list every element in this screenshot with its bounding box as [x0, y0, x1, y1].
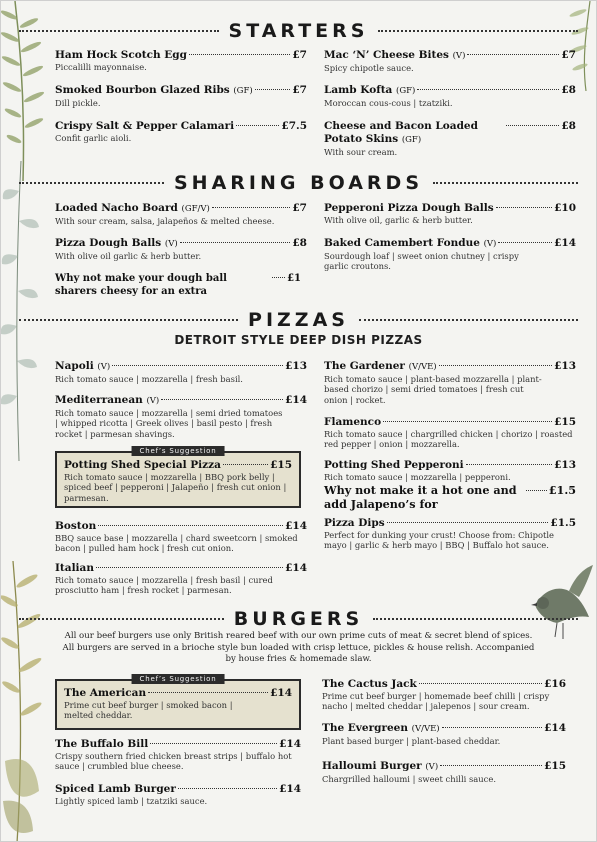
item-price: £7 [292, 84, 307, 96]
item-name: Loaded Nacho Board [55, 202, 178, 214]
menu-item-flamenco [324, 416, 576, 450]
menu-item-halloumi-burger [322, 760, 566, 784]
item-name: The Gardener [324, 360, 405, 372]
menu-item-pepperoni-dough-balls [324, 202, 576, 225]
menu-item-potato-skins [324, 120, 576, 157]
dietary-tag: (GF/V) [181, 204, 210, 214]
item-description: Rich tomato sauce | chargrilled chicken | chorizo | roasted red pepper | onion | mozzarella. [324, 429, 573, 450]
dietary-tag: (V/VE) [411, 724, 440, 734]
dietary-tag: (GF) [396, 86, 416, 96]
item-price: £14 [270, 687, 292, 699]
item-name: Why not make it a hot one and add Jalapeno’s for [324, 483, 517, 511]
menu-item-pizza-dough-balls [55, 237, 307, 261]
item-name: Pizza Dough Balls [55, 237, 162, 249]
item-name: Ham Hock Scotch Egg [55, 49, 187, 61]
item-price: £13 [554, 360, 576, 372]
item-description: BBQ sauce base | mozzarella | chard sweetcorn | smoked bacon | pulled ham hock | fresh cut onion. [55, 533, 298, 554]
item-price: £15 [554, 416, 576, 428]
item-description: Confit garlic aioli. [55, 133, 132, 143]
item-price: £14 [279, 738, 301, 750]
item-description: Sourdough loaf | sweet onion chutney | crispy garlic croutons. [324, 251, 519, 272]
item-name: The Cactus Jack [322, 678, 417, 690]
menu-item-mac-cheese-bites [324, 49, 576, 73]
item-price: £1 [287, 273, 301, 284]
menu-item-mediterranean [55, 394, 307, 439]
item-description: Rich tomato sauce | mozzarella | semi dried tomatoes | whipped ricotta | Greek olives | basil pesto | fresh rocket | parmesan shavings. [55, 408, 283, 439]
item-description: Plant based burger | plant-based cheddar. [322, 736, 501, 746]
item-description: Prime cut beef burger | smoked bacon | melted cheddar. [64, 700, 233, 721]
item-description: Dill pickle. [55, 98, 101, 108]
menu-item-jalapeno-extra [324, 483, 576, 511]
item-name: Flamenco [324, 416, 382, 428]
menu-item-buffalo-bill [55, 738, 301, 772]
item-description: Spicy chipotle sauce. [324, 63, 414, 73]
item-price: £14 [285, 562, 307, 574]
dietary-tag: (V/VE) [408, 362, 437, 372]
item-description: Rich tomato sauce | plant-based mozzarella | plant-based chorizo | semi dried tomatoes | fresh cut onion | rocket. [324, 374, 542, 405]
section-title: BURGERS [233, 608, 364, 630]
chefs-suggestion-label: Chef’s Suggestion [132, 446, 225, 456]
item-name: Mediterranean [55, 394, 143, 406]
item-price: £8 [561, 120, 576, 132]
chefs-suggestion-pizza [55, 447, 301, 508]
item-description: Prime cut beef burger | homemade beef chilli | crispy nacho | melted cheddar | jalepenos | sour cream. [322, 691, 550, 712]
menu-item-italian [55, 562, 307, 596]
item-name: Potting Shed Pepperoni [324, 459, 464, 471]
menu-item-ribs [55, 84, 307, 108]
item-price: £1.5 [548, 483, 576, 497]
item-name: Baked Camembert Fondue [324, 237, 480, 249]
item-price: £14 [544, 722, 566, 734]
item-price: £14 [285, 520, 307, 532]
item-price: £14 [285, 394, 307, 406]
item-name: The American [64, 687, 147, 699]
item-name: The Evergreen [322, 722, 408, 734]
item-price: £7 [292, 49, 307, 61]
item-name: Boston [55, 520, 97, 532]
menu-item-pizza-dips [324, 517, 576, 551]
menu-item-cactus-jack [322, 678, 566, 712]
item-name: The Buffalo Bill [55, 738, 149, 750]
section-title: PIZZAS [248, 309, 349, 331]
dietary-tag: (V) [452, 51, 466, 61]
bird-illustration [529, 561, 595, 645]
menu-item-lamb-kofta [324, 84, 576, 108]
item-description: Rich tomato sauce | mozzarella | BBQ pork belly | spiced beef | pepperoni | Jalapeño | fresh cut onion | parmesan. [64, 472, 287, 503]
item-price: £13 [285, 360, 307, 372]
item-name: Why not make your dough ball sharers cheesy for an extra [55, 273, 227, 297]
item-description: With olive oil, garlic & herb butter. [324, 215, 473, 225]
item-description: Rich tomato sauce | mozzarella | fresh basil | cured prosciutto ham | fresh rocket | parmesan. [55, 575, 273, 596]
dietary-tag: (V) [483, 239, 497, 249]
menu-item-camembert-fondue [324, 237, 576, 272]
dietary-tag: (GF) [233, 86, 253, 96]
dietary-tag: (GF) [401, 135, 422, 145]
item-name: Lamb Kofta [324, 84, 393, 96]
menu-item-the-evergreen [322, 722, 566, 746]
item-name: Mac ‘N’ Cheese Bites [324, 49, 449, 61]
item-name: Cheese and Bacon Loaded Potato Skins [324, 120, 478, 145]
item-description: Crispy southern fried chicken breast strips | buffalo hot sauce | crumbled blue cheese. [55, 751, 292, 772]
item-name: Potting Shed Special Pizza [64, 459, 221, 471]
item-price: £1.5 [550, 517, 576, 529]
item-price: £8 [292, 237, 307, 249]
item-price: £13 [554, 459, 576, 471]
menu-item-nacho-board [55, 202, 307, 226]
item-price: £15 [544, 760, 566, 772]
item-description: Perfect for dunking your crust! Choose from: Chipotle mayo | garlic & herb mayo | BBQ | Buffalo hot sauce. [324, 530, 554, 551]
chefs-suggestion-label: Chef’s Suggestion [132, 674, 225, 684]
menu-item-cheesy-extra [55, 272, 301, 298]
item-price: £7 [561, 49, 576, 61]
section-title: STARTERS [228, 20, 369, 42]
chefs-suggestion-burger [55, 675, 301, 730]
item-price: £16 [544, 678, 566, 690]
section-title: SHARING BOARDS [174, 172, 424, 194]
item-price: £7.5 [281, 120, 307, 132]
item-description: Moroccan cous-cous | tzatziki. [324, 98, 453, 108]
item-price: £14 [279, 783, 301, 795]
item-name: Halloumi Burger [322, 760, 422, 772]
item-price: £10 [554, 202, 576, 214]
menu-item-ham-hock-scotch-egg [55, 49, 307, 72]
item-name: Italian [55, 562, 94, 574]
item-price: £8 [561, 84, 576, 96]
section-header-sharing-boards [19, 173, 578, 193]
item-name: Pizza Dips [324, 517, 385, 529]
menu-item-spiced-lamb-burger [55, 783, 301, 806]
item-description: Rich tomato sauce | mozzarella | pepperoni. [324, 472, 511, 482]
menu-item-the-gardener [324, 360, 576, 405]
item-name: Spiced Lamb Burger [55, 783, 176, 795]
menu-item-potting-shed-pepperoni [324, 459, 576, 482]
dietary-tag: (V) [425, 762, 439, 772]
section-header-pizzas [19, 310, 578, 330]
item-description: Piccalilli mayonnaise. [55, 62, 147, 72]
fern-illustration-top-right [556, 1, 596, 91]
item-name: Smoked Bourbon Glazed Ribs [55, 84, 230, 96]
item-price: £14 [554, 237, 576, 249]
item-description: With olive oil garlic & herb butter. [55, 251, 202, 261]
section-header-burgers [19, 609, 578, 629]
menu-item-napoli [55, 360, 307, 384]
dietary-tag: (V) [97, 362, 111, 372]
menu-item-calamari [55, 120, 307, 143]
item-name: Pepperoni Pizza Dough Balls [324, 202, 494, 214]
item-description: Chargrilled halloumi | sweet chilli sauce. [322, 774, 496, 784]
fern-illustration-bottom-left [1, 561, 47, 842]
dietary-tag: (V) [146, 396, 160, 406]
burgers-intro: All our beef burgers use only British reared beef with our own prime cuts of meat & secret blend of spices. All burgers are served in a brioche style bun loaded with crisp lettuce, pickles & house relish. Accompanied by house fries & homemade slaw. [62, 631, 535, 665]
pizzas-subtitle: DETROIT STYLE DEEP DISH PIZZAS [174, 333, 423, 347]
item-price: £7 [292, 202, 307, 214]
item-description: With sour cream, salsa, jalapeños & melted cheese. [55, 216, 275, 226]
item-name: Napoli [55, 360, 94, 372]
item-description: Rich tomato sauce | mozzarella | fresh basil. [55, 374, 243, 384]
item-description: Lightly spiced lamb | tzatziki sauce. [55, 796, 208, 806]
item-description: With sour cream. [324, 147, 398, 157]
item-price: £15 [270, 459, 292, 471]
dietary-tag: (V) [164, 239, 178, 249]
menu-item-boston [55, 520, 307, 554]
section-header-starters [19, 21, 578, 41]
item-name: Crispy Salt & Pepper Calamari [55, 120, 235, 132]
